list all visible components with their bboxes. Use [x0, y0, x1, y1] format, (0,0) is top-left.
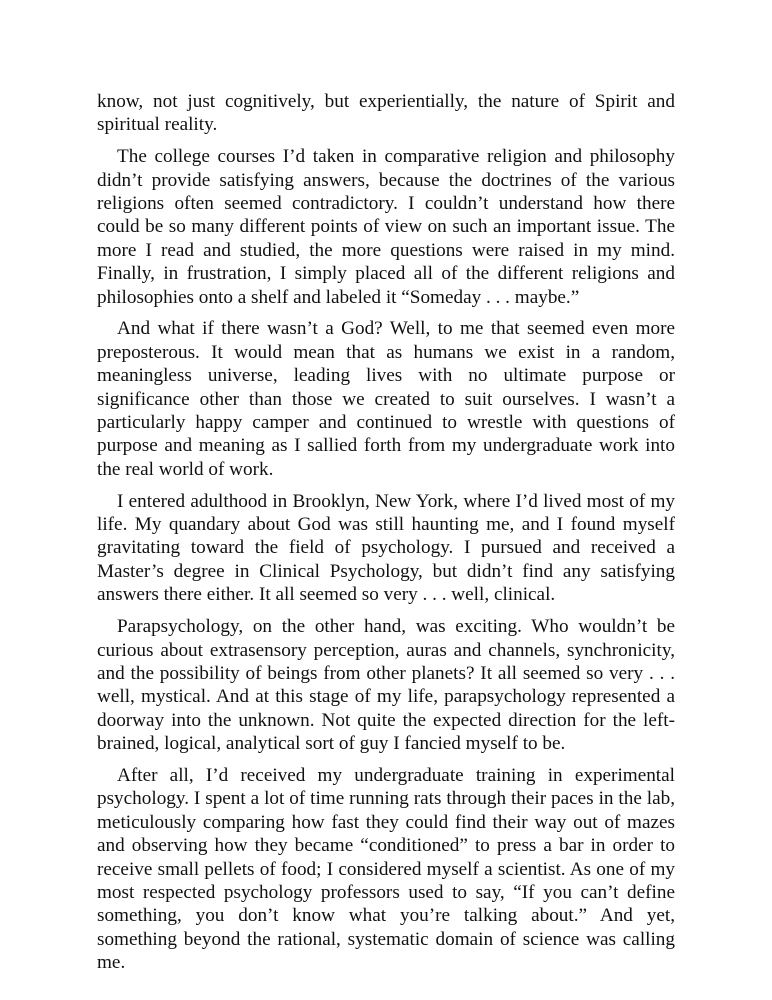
paragraph-6: After all, I’d received my undergraduate training in experimental psychology. I spent a lot of time running rats through their paces in the lab, meticulously comparing how fast they could find their way out of mazes and observing how they became “conditioned” to press a bar in order to receive small pellets of food; I considered myself a scientist. As one of my most respected psychology professors used to say, “If you can’t define something, you don’t know what you’re talking about.” And yet, something beyond the rational, systematic domain of science was calling me.	[97, 764, 675, 974]
paragraph-4: I entered adulthood in Brooklyn, New York, where I’d lived most of my life. My quandary about God was still haunting me, and I found myself gravitating toward the field of psychology. I pursued and received a Master’s degree in Clinical Psychology, but didn’t find any satisfying answers there either. It all seemed so very . . . well, clinical.	[97, 490, 675, 606]
paragraph-1: know, not just cognitively, but experientially, the nature of Spirit and spiritual reality.	[97, 91, 675, 136]
paragraph-2: The college courses I’d taken in comparative religion and philosophy didn’t provide satisfying answers, because the doctrines of the various religions often seemed contradictory. I couldn’t understand how there could be so many different points of view on such an important issue. The more I read and studied, the more questions were raised in my mind. Finally, in frustration, I simply placed all of the different religions and philosophies onto a shelf and labeled it “Someday . . . maybe.”	[97, 146, 675, 308]
paragraph-5: Parapsychology, on the other hand, was exciting. Who wouldn’t be curious about extrasensory perception, auras and channels, synchronicity, and the possibility of beings from other planets? It all seemed so very . . . well, mystical. And at this stage of my life, parapsychology represented a doorway into the unknown. Not quite the expected direction for the left-brained, logical, analytical sort of guy I fancied myself to be.	[97, 616, 675, 755]
paragraph-3: And what if there wasn’t a God? Well, to me that seemed even more preposterous. It would mean that as humans we exist in a random, meaningless universe, leading lives with no ultimate purpose or significance other than those we created to suit ourselves. I wasn’t a particularly happy camper and continued to wrestle with questions of purpose and meaning as I sallied forth from my undergraduate work into the real world of work.	[97, 318, 675, 480]
page-body	[97, 90, 675, 983]
